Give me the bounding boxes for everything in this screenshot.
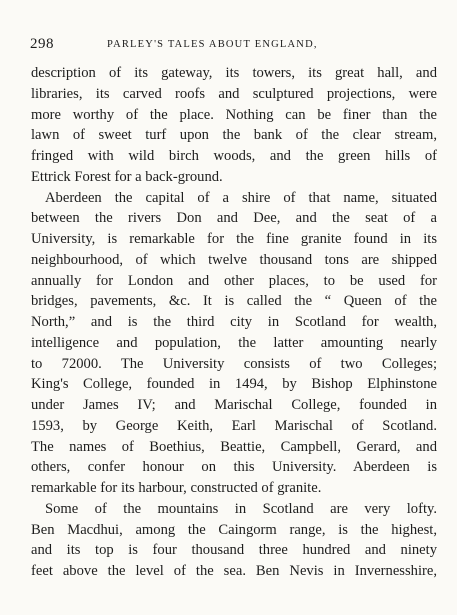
text-line: neighbourhood, of which twelve thousand tons are shipped [31, 251, 437, 268]
running-title: PARLEY'S TALES ABOUT ENGLAND, [107, 39, 318, 50]
text-line: Ettrick Forest for a back-ground. [31, 168, 223, 185]
text-line: Aberdeen the capital of a shire of that name, situated [45, 189, 437, 206]
text-line: University, is remarkable for the fine granite found in its [31, 231, 437, 247]
text-line: feet above the level of the sea. Ben Nevis in Invernesshire, [31, 563, 437, 579]
text-line: libraries, its carved roofs and sculptured projections, were [31, 85, 437, 102]
body-text [31, 63, 437, 582]
text-line: more worthy of the place. Nothing can be finer than the [31, 106, 437, 123]
text-line: annually for London and other places, to be used for [31, 272, 437, 289]
text-line: and its top is four thousand three hundred and ninety [31, 542, 437, 559]
text-line: fringed with wild birch woods, and the green hills of [31, 148, 437, 164]
page-header [30, 36, 437, 56]
text-line: lawn of sweet turf upon the bank of the clear stream, [31, 127, 437, 144]
text-line: to 72000. The University consists of two Colleges; [31, 355, 437, 372]
text-line: Some of the mountains in Scotland are very lofty. [45, 500, 437, 517]
text-line: 1593, by George Keith, Earl Marischal of Scotland. [31, 417, 437, 434]
text-line: remarkable for its harbour, constructed of granite. [31, 480, 322, 496]
text-line: The names of Boethius, Beattie, Campbell, Gerard, and [31, 438, 437, 455]
text-line: between the rivers Don and Dee, and the seat of a [31, 210, 437, 227]
text-line: description of its gateway, its towers, its great hall, and [31, 65, 437, 81]
text-line: bridges, pavements, &c. It is called the “ Queen of the [31, 293, 437, 310]
page-number: 298 [30, 36, 54, 52]
text-line: North,” and is the third city in Scotland for wealth, [31, 314, 437, 330]
text-line: intelligence and population, the latter amounting nearly [31, 334, 437, 351]
text-line: under James IV; and Marischal College, founded in [31, 397, 437, 413]
text-line: others, confer honour on this University. Aberdeen is [31, 459, 437, 476]
text-line: Ben Macdhui, among the Caingorm range, is the highest, [31, 521, 437, 538]
text-line: King's College, founded in 1494, by Bishop Elphinstone [31, 376, 437, 393]
